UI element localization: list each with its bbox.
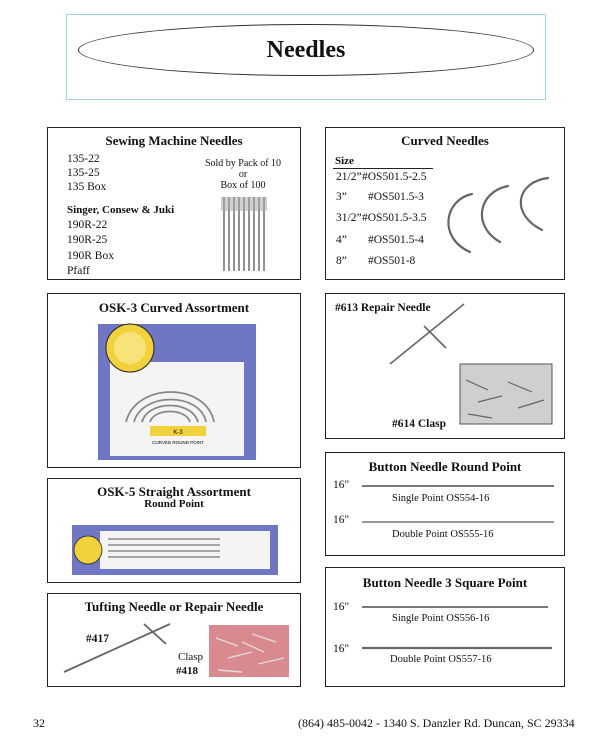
product-code: #OS501.5-3 (368, 191, 424, 203)
size-value: 31/2” (336, 212, 362, 224)
product-code: #OS501.5-3.5 (362, 212, 427, 224)
title-banner (78, 24, 534, 76)
needle-label: Single Point OS556-16 (392, 613, 490, 624)
button-needle-round-panel (325, 452, 565, 556)
panel-title: Button Needle 3 Square Point (362, 575, 528, 590)
product-code: #OS501-8 (368, 255, 416, 267)
needle-label: Single Point OS554-16 (392, 493, 490, 504)
panel-title: OSK-5 Straight Assortment (97, 484, 251, 499)
product-code: 135-25 (67, 167, 100, 179)
page-title: Needles (266, 36, 346, 63)
repair-clasp-panel (325, 293, 565, 439)
osk3-package-image (96, 322, 258, 462)
item-label: #614 Clasp (392, 418, 446, 430)
card-label: K-3 (173, 430, 183, 436)
product-code: 135 Box (67, 181, 107, 193)
footer-contact: (864) 485-0042 - 1340 S. Danzler Rd. Duncan, SC 29334 (298, 716, 575, 730)
button-needle-square-panel (325, 567, 565, 687)
product-code: 135-22 (67, 153, 100, 165)
size-value: 3” (336, 191, 347, 203)
panel-title: OSK-3 Curved Assortment (98, 300, 250, 315)
size-value: 21/2” (336, 171, 362, 183)
clasp-label: Clasp (178, 651, 204, 663)
product-code: 190R Box (67, 250, 114, 262)
clasp-package-image (458, 362, 554, 426)
panel-title: Sewing Machine Needles (105, 133, 243, 148)
machine-needles-image (218, 195, 274, 275)
card-sub: CURVED ROUND POINT (152, 440, 204, 445)
size-value: 16" (333, 514, 350, 526)
single-point-needle-image (360, 483, 558, 489)
item-label: #613 Repair Needle (335, 302, 431, 314)
needle-label: Double Point OS555-16 (392, 529, 494, 540)
clasp-image (208, 624, 290, 678)
product-code: 190R-25 (67, 234, 108, 246)
item-label: #417 (86, 633, 109, 645)
size-value: 4” (336, 234, 347, 246)
sold-by-text: Box of 100 (220, 180, 266, 191)
osk5-package-image (70, 523, 280, 577)
double-point-needle-image (360, 519, 558, 525)
product-code: #OS501.5-4 (368, 234, 424, 246)
single-point-needle-image (360, 604, 552, 610)
tufting-needle-image (60, 620, 172, 676)
item-label: #418 (176, 665, 198, 677)
tufting-panel (47, 593, 301, 687)
osk5-panel (47, 478, 301, 583)
panel-title: Button Needle Round Point (368, 459, 522, 474)
osk3-panel (47, 293, 301, 468)
size-value: 8” (336, 255, 347, 267)
panel-subtitle: Round Point (144, 498, 204, 510)
panel-title: Curved Needles (401, 133, 489, 148)
brand-label: Singer, Consew & Juki (67, 204, 175, 216)
page-number: 32 (33, 716, 45, 730)
product-code: #OS501.5-2.5 (362, 171, 427, 183)
divider (333, 168, 433, 169)
repair-needle-image (384, 298, 466, 368)
size-value: 16" (333, 643, 350, 655)
size-value: 16" (333, 601, 350, 613)
size-header: Size (335, 155, 354, 167)
product-code: 190R-22 (67, 219, 108, 231)
sold-by-text: Sold by Pack of 10 (204, 158, 282, 169)
brand-label: Pfaff (67, 265, 90, 277)
panel-title: Tufting Needle or Repair Needle (84, 599, 264, 614)
double-point-needle-image (360, 644, 556, 652)
sold-by-text: or (238, 169, 248, 180)
curved-needles-panel (325, 127, 565, 280)
sewing-machine-needles-panel (47, 127, 301, 280)
size-value: 16" (333, 479, 350, 491)
curved-needles-image (436, 170, 560, 260)
needle-label: Double Point OS557-16 (390, 654, 492, 665)
